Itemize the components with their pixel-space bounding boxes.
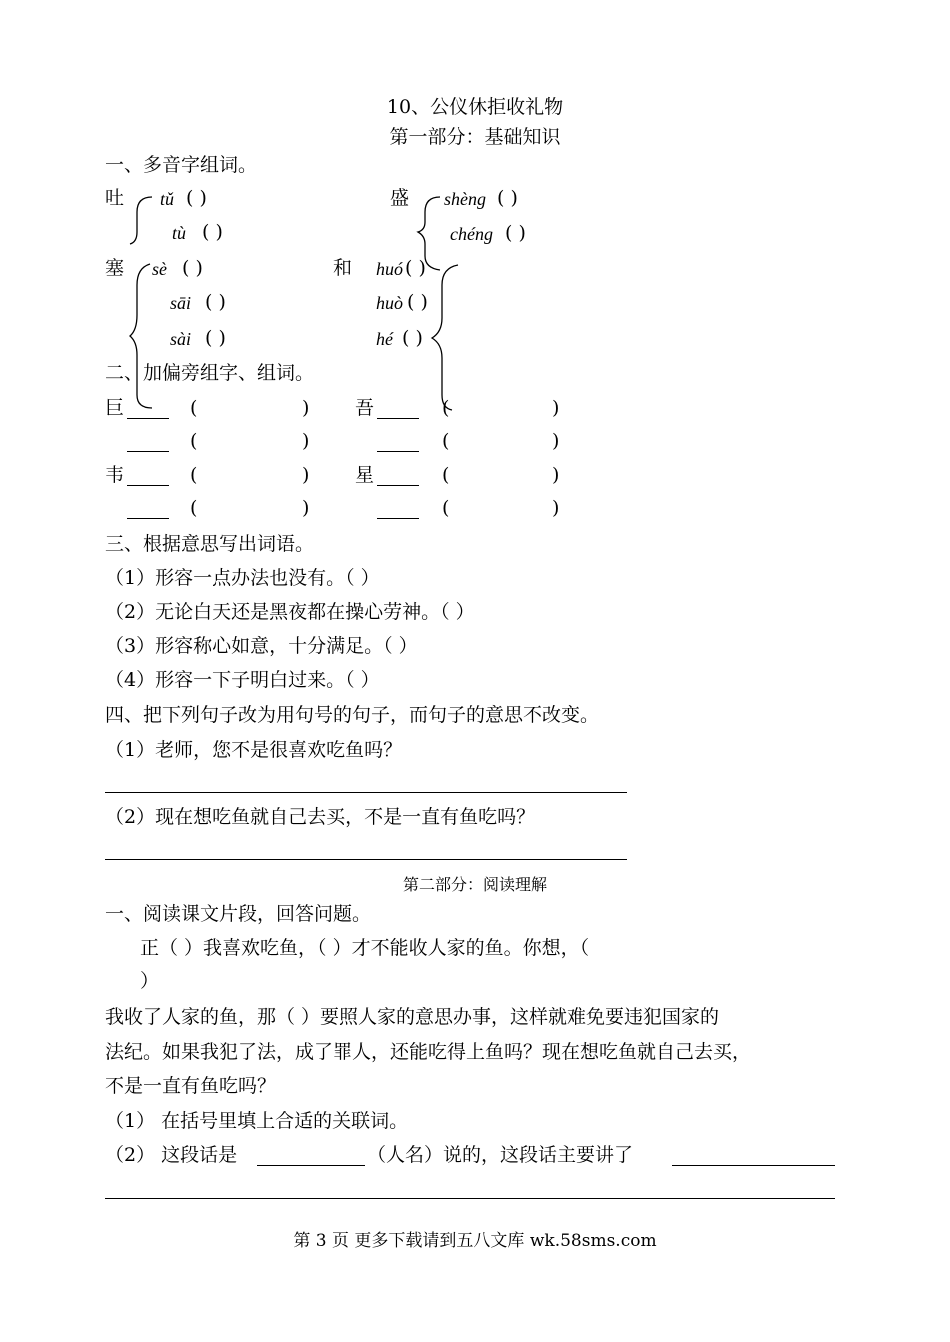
blank-wu-2[interactable] [377, 451, 419, 452]
pinyin-sheng: shèng [444, 189, 486, 209]
passage-line-1: 正（ ）我喜欢吃鱼，（ ）才不能收人家的鱼。你想，（ [140, 937, 590, 959]
char-sai: 塞 [105, 257, 125, 279]
section-1-heading: 一、多音字组词。 [105, 154, 258, 176]
blank-main-idea[interactable] [672, 1165, 835, 1166]
passage-line-1-cont: ） [140, 970, 160, 992]
pinyin-tu-1: tǔ [160, 189, 175, 209]
paren-close: ) [302, 464, 310, 486]
brace-sai [130, 264, 152, 408]
pinyin-huo-2: huó [376, 259, 403, 279]
char-ju: 巨 [105, 397, 125, 419]
answer-paren-cheng: ( ) [505, 222, 526, 244]
section-3-heading: 三、根据意思写出词语。 [105, 533, 315, 555]
reading-question-2b: （人名）说的，这段话主要讲了 [367, 1144, 634, 1166]
paren-open: ( [442, 497, 450, 519]
section-4-heading: 四、把下列句子改为用句号的句子，而句子的意思不改变。 [105, 704, 600, 726]
rewrite-question-2: （2）现在想吃鱼就自己去买，不是一直有鱼吃吗？ [105, 806, 536, 828]
passage-line-4: 不是一直有鱼吃吗？ [105, 1075, 277, 1097]
char-wu: 吾 [355, 397, 375, 419]
blank-xing-1[interactable] [377, 485, 419, 486]
paren-close: ) [302, 430, 310, 452]
pinyin-sai-2: sāi [170, 293, 192, 313]
blank-wu-1[interactable] [377, 418, 419, 419]
brace-lines [0, 0, 950, 420]
meaning-item-3: （3）形容称心如意，十分满足。（ ） [105, 635, 418, 657]
answer-line-2[interactable] [105, 859, 627, 860]
paren-open: ( [442, 397, 450, 419]
answer-line-main-idea[interactable] [105, 1198, 835, 1199]
paren-open: ( [442, 430, 450, 452]
pinyin-tu-2: tù [172, 223, 187, 243]
section-2-heading: 二、加偏旁组字、组词。 [105, 362, 315, 384]
blank-ju-2[interactable] [127, 451, 169, 452]
paren-open: ( [190, 464, 198, 486]
paren-open: ( [190, 497, 198, 519]
blank-ju-1[interactable] [127, 418, 169, 419]
answer-paren-sai-3: ( ) [205, 327, 226, 349]
paren-close: ) [552, 497, 560, 519]
char-xing: 星 [355, 464, 375, 486]
part-one-title: 第一部分：基础知识 [389, 126, 561, 148]
paren-close: ) [302, 497, 310, 519]
answer-paren-sai-2: ( ) [205, 291, 226, 313]
page-footer: 第 3 页 更多下载请到五八文库 wk.58sms.com [293, 1231, 657, 1251]
char-tu: 吐 [105, 187, 125, 209]
rewrite-question-1: （1）老师，您不是很喜欢吃鱼吗？ [105, 739, 403, 761]
reading-question-1: （1） 在括号里填上合适的关联词。 [105, 1110, 409, 1132]
pinyin-huo-4: huò [376, 293, 403, 313]
blank-xing-2[interactable] [377, 518, 419, 519]
pinyin-he: hé [376, 329, 393, 349]
paren-close: ) [552, 397, 560, 419]
meaning-item-1: （1）形容一点办法也没有。（ ） [105, 567, 380, 589]
blank-wei-1[interactable] [127, 485, 169, 486]
answer-paren-sai-1: ( ) [182, 257, 203, 279]
paren-close: ) [552, 464, 560, 486]
reading-heading: 一、阅读课文片段，回答问题。 [105, 903, 372, 925]
answer-line-1[interactable] [105, 792, 627, 793]
reading-question-2a: （2） 这段话是 [105, 1144, 238, 1166]
answer-paren-he: ( ) [402, 327, 423, 349]
answer-paren-tu-2: ( ) [202, 221, 223, 243]
brace-sheng [418, 197, 440, 270]
answer-paren-huo-2: ( ) [405, 257, 426, 279]
passage-line-3: 法纪。如果我犯了法，成了罪人，还能吃得上鱼吗？现在想吃鱼就自己去买， [105, 1041, 752, 1063]
meaning-item-4: （4）形容一下子明白过来。（ ） [105, 669, 380, 691]
paren-open: ( [190, 430, 198, 452]
char-he: 和 [333, 257, 353, 279]
brace-tu [130, 197, 152, 244]
pinyin-cheng: chéng [450, 224, 493, 244]
worksheet-title: 10、公仪休拒收礼物 [386, 96, 564, 118]
blank-wei-2[interactable] [127, 518, 169, 519]
char-wei: 韦 [105, 464, 125, 486]
char-sheng: 盛 [390, 187, 410, 209]
brace-he [432, 265, 458, 410]
passage-line-2: 我收了人家的鱼，那（ ）要照人家的意思办事，这样就难免要违犯国家的 [105, 1006, 720, 1028]
answer-paren-tu-1: ( ) [186, 187, 207, 209]
paren-open: ( [190, 397, 198, 419]
blank-person-name[interactable] [257, 1165, 365, 1166]
pinyin-sai-1: sè [152, 259, 167, 279]
meaning-item-2: （2）无论白天还是黑夜都在操心劳神。（ ） [105, 601, 475, 623]
answer-paren-huo-4: ( ) [407, 291, 428, 313]
paren-open: ( [442, 464, 450, 486]
answer-paren-sheng: ( ) [497, 187, 518, 209]
part-two-title: 第二部分：阅读理解 [402, 875, 547, 894]
pinyin-sai-3: sài [170, 329, 192, 349]
paren-close: ) [552, 430, 560, 452]
paren-close: ) [302, 397, 310, 419]
